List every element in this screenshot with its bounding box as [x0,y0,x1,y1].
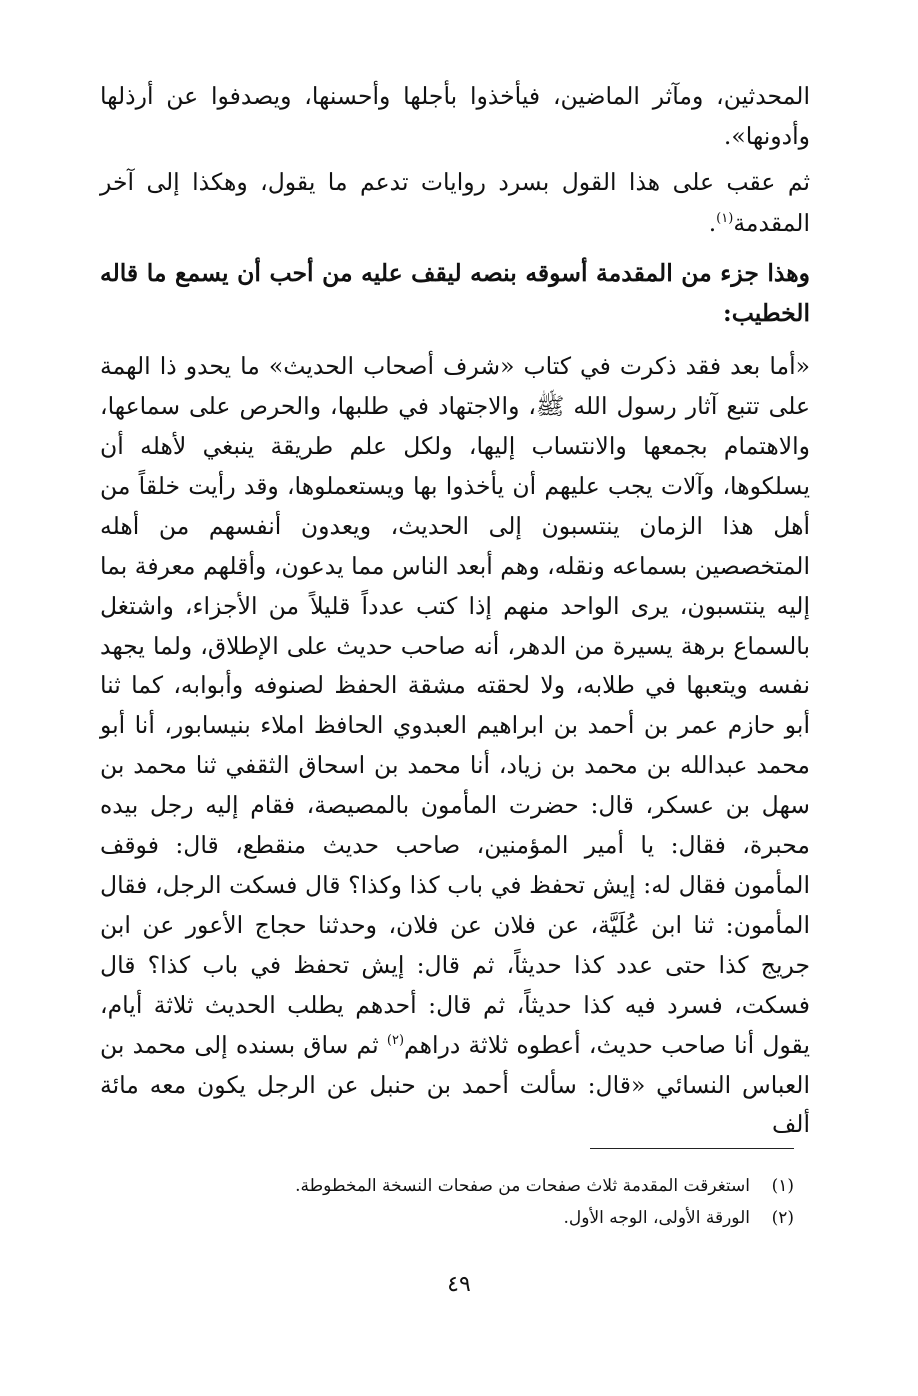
footnote-2 [140,1202,794,1234]
paragraph-3: وهذا جزء من المقدمة أسوقه بنصه ليقف عليه من أحب أن يسمع ما قاله الخطيب: [100,258,810,328]
page-number: ٤٩ [447,1272,471,1297]
footnote-number: (١) [771,1176,794,1196]
footnote-ref-2[interactable]: (٢) [386,1032,405,1048]
footnote-ref-1[interactable]: (١) [716,210,734,226]
footnote-1 [140,1170,794,1202]
footnote-text: الورقة الأولى، الوجه الأول. [563,1208,750,1228]
footnote-divider [590,1148,794,1149]
paragraph-1: المحدثين، ومآثر الماضين، فيأخذوا بأجلها وأحسنها، ويصدفوا عن أرذلها وأدونها». [100,82,810,151]
paragraph-2: ثم عقب على هذا القول بسرد روايات تدعم ما يقول، وهكذا إلى آخر المقدمة$^{(١)}$. [100,168,810,237]
paragraph-quote: «أما بعد فقد ذكرت في كتاب «شرف أصحاب الحديث» ما يحدو ذا الهمة على تتبع آثار رسول الله ﷺ، والاجتهاد في طلبها، والحرص على سماعها، والاهتمام بجمعها والانتساب إليها، ولكل علم طريقة ينبغي لأهله أن يسلكوها، وآلات يجب عليهم أن يأخذوا بها ويستعملوها، وقد رأيت خلقاً من أهل هذا الزمان ينتسبون إلى الحديث، ويعدون أنفسهم من أهله المتخصصين بسماعه ونقله، وهم أبعد الناس مما يدعون، وأقلهم معرفة بما إليه ينتسبون، يرى الواحد منهم إذا كتب عدداً قليلاً من الأجزاء، واشتغل بالسماع برهة يسيرة من الدهر، أنه صاحب حديث على الإطلاق، ولما يجهد نفسه ويتعبها في طلابه، ولا لحقته مشقة الحفظ لصنوفه وأبوابه، كما ثنا أبو حازم عمر بن أحمد بن ابراهيم العبدوي الحافظ املاء بنيسابور، أنا أبو محمد عبدالله بن محمد بن زياد، أنا محمد بن اسحاق الثقفي ثنا محمد بن سهل بن عسكر، قال: حضرت المأمون بالمصيصة، فقام إليه رجل بيده محبرة، فقال: يا أمير المؤمنين، صاحب حديث منقطع، قال: فوقف المأمون فقال له: إيش تحفظ في باب كذا وكذا؟ قال فسكت الرجل، فقال المأمون: ثنا ابن عُلَيَّة، عن فلان عن فلان، وحدثنا حجاج الأعور عن ابن جريج كذا حتى عدد كذا حديثاً، ثم قال: إيش تحفظ في باب كذا؟ قال فسكت، فسرد فيه كذا حديثاً، ثم قال: أحدهم يطلب الحديث ثلاثة أيام، يقول أنا صاحب حديث، أعطوه ثلاثة دراهم$^{(٢)}$ ثم ساق بسنده إلى محمد بن العباس النسائي «قال: سألت أحمد بن حنبل عن الرجل يكون معه مائة ألف [100,352,810,1139]
footnote-text: استغرقت المقدمة ثلاث صفحات من صفحات النسخة المخطوطة. [295,1176,750,1196]
footnotes [140,1170,794,1234]
main-text [100,76,810,1145]
footnote-number: (٢) [771,1208,794,1228]
